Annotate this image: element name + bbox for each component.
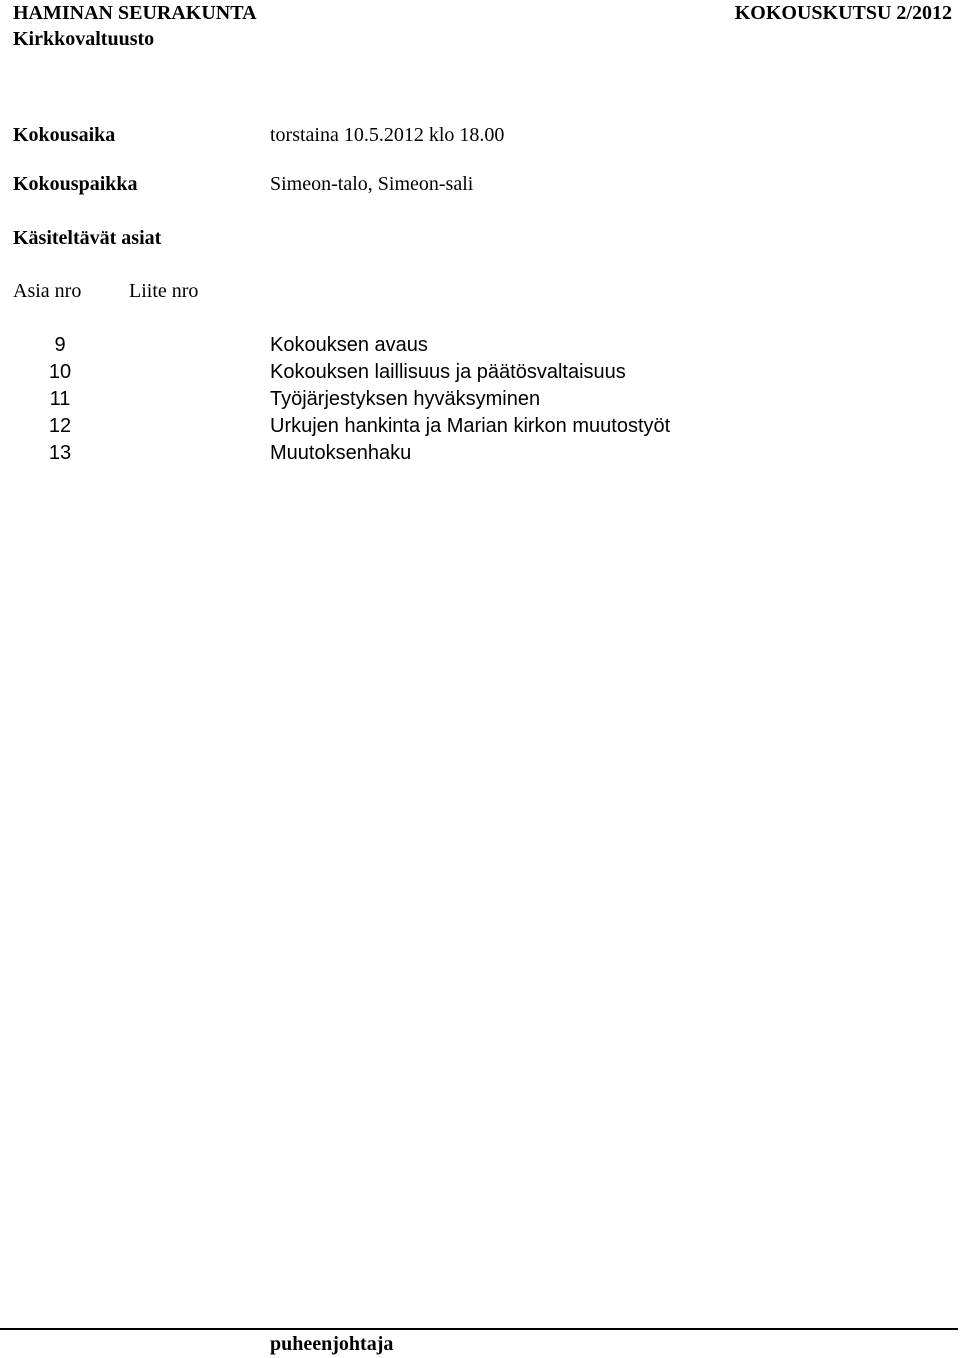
organization-name: HAMINAN SEURAKUNTA [13,2,257,24]
meeting-time-value: torstaina 10.5.2012 klo 18.00 [270,124,505,146]
agenda-item-title: Urkujen hankinta ja Marian kirkon muutostyöt [270,415,671,437]
document-id: KOKOUSKUTSU 2/2012 [734,2,952,24]
agenda-item-title: Kokouksen laillisuus ja päätösvaltaisuus [270,361,626,383]
agenda-item-title: Kokouksen avaus [270,334,428,356]
agenda-item-number: 10 [48,361,72,383]
agenda-item [0,440,960,467]
column-header-attachment-number: Liite nro [129,280,199,302]
agenda-item-title: Muutoksenhaku [270,442,412,464]
agenda-section-title: Käsiteltävät asiat [13,227,162,249]
governing-body-name: Kirkkovaltuusto [13,28,155,50]
signature-line [0,1328,958,1330]
meeting-time-label: Kokousaika [13,124,116,146]
agenda-item-number: 11 [49,388,71,410]
meeting-place-value: Simeon-talo, Simeon-sali [270,173,474,195]
signature-label: puheenjohtaja [270,1333,394,1355]
column-header-item-number: Asia nro [13,280,82,302]
agenda-item [0,386,960,413]
agenda-item [0,332,960,359]
agenda-item [0,413,960,440]
agenda-item [0,359,960,386]
agenda-list [0,332,960,467]
meeting-place-label: Kokouspaikka [13,173,138,195]
agenda-item-title: Työjärjestyksen hyväksyminen [270,388,541,410]
agenda-item-number: 12 [48,415,72,437]
agenda-item-number: 13 [48,442,72,464]
agenda-item-number: 9 [54,334,66,356]
